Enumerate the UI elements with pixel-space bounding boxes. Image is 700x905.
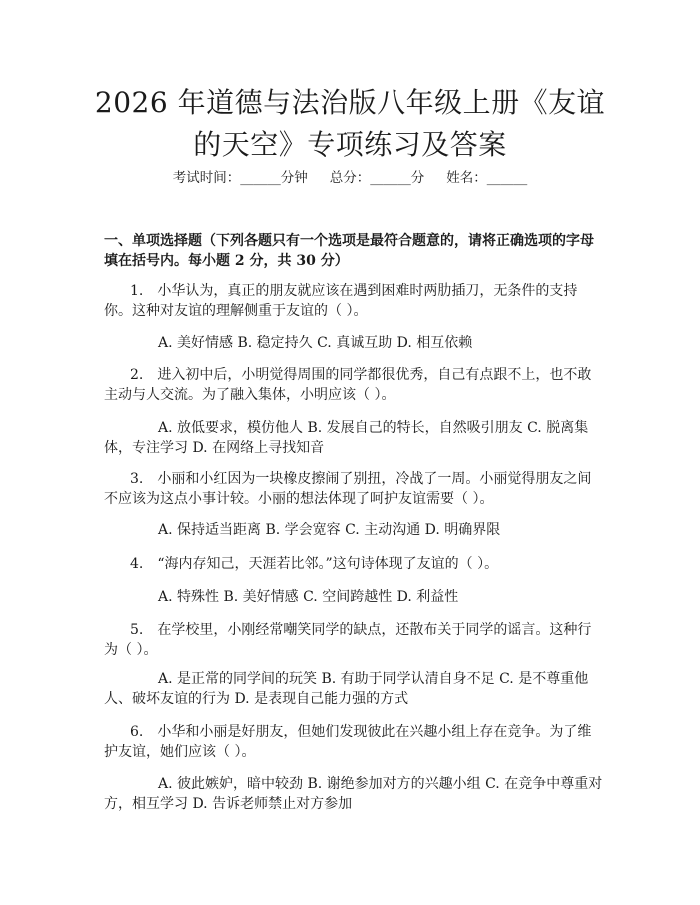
exam-info (0, 168, 700, 188)
exam-name: 姓名：______ (446, 170, 528, 186)
question-6-stem: 6. 小华和小丽是好朋友，但她们发现彼此在兴趣小组上存在竞争。为了维护友谊，她们应该（ ）。 (104, 724, 592, 760)
question-1-options: A. 美好情感 B. 稳定持久 C. 真诚互助 D. 相互依赖 (158, 335, 473, 351)
exam-time: 考试时间：______分钟 (172, 170, 308, 186)
exam-total-score: 总分：______分 (329, 170, 425, 186)
question-3-options: A. 保持适当距离 B. 学会宽容 C. 主动沟通 D. 明确界限 (158, 522, 501, 538)
section-heading: 一、单项选择题（下列各题只有一个选项是最符合题意的，请将正确选项的字母填在括号内。每小题 2 分，共 30 分） (104, 233, 594, 269)
question-2-stem: 2. 进入初中后，小明觉得周围的同学都很优秀，自己有点跟不上，也不敢主动与人交流。为了融入集体，小明应该（ ）。 (104, 367, 592, 403)
question-4-stem: 4. “海内存知己，天涯若比邻。”这句诗体现了友谊的（ ）。 (130, 556, 499, 572)
question-1-stem: 1. 小华认为，真正的朋友就应该在遇到困难时两肋插刀，无条件的支持你。这种对友谊的理解侧重于友谊的（ ）。 (104, 283, 578, 319)
question-6-options: A. 彼此嫉妒，暗中较劲 B. 谢绝参加对方的兴趣小组 C. 在竞争中尊重对方，相互学习 D. 告诉老师禁止对方参加 (104, 776, 603, 812)
question-2-options: A. 放低要求，模仿他人 B. 发展自己的特长，自然吸引朋友 C. 脱离集体，专注学习 D. 在网络上寻找知音 (104, 420, 589, 456)
question-5-stem: 5. 在学校里，小刚经常嘲笑同学的缺点，还散布关于同学的谣言。这种行为（ ）。 (104, 622, 592, 658)
question-3-stem: 3. 小丽和小红因为一块橡皮擦闹了别扭，冷战了一周。小丽觉得朋友之间不应该为这点小事计较。小丽的想法体现了呵护友谊需要（ ）。 (104, 471, 592, 507)
question-4-options: A. 特殊性 B. 美好情感 C. 空间跨越性 D. 利益性 (158, 589, 459, 605)
question-5-options: A. 是正常的同学间的玩笑 B. 有助于同学认清自身不足 C. 是不尊重他人、破坏友谊的行为 D. 是表现自己能力强的方式 (104, 671, 589, 707)
document-title: 2026 年道德与法治版八年级上册《友谊的天空》专项练习及答案 (94, 86, 606, 161)
